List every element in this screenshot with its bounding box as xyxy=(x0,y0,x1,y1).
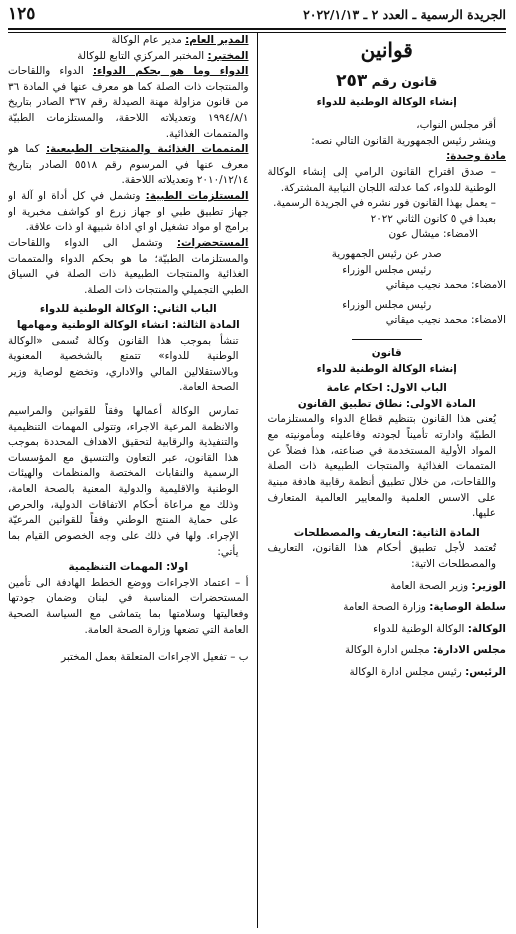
definition-item xyxy=(267,643,506,659)
definition-term: الدواء وما هو بحكم الدواء: xyxy=(92,65,249,78)
definition-text: رئيس مجلس ادارة الوكالة xyxy=(349,666,462,678)
article-2-heading: المادة الثانية: التعاريف والمصطلحات xyxy=(293,526,480,539)
page-header xyxy=(8,4,506,26)
gazette-title: الجريدة الرسمية ـ العدد ٢ ـ ٢٠٢٢/١/١٣ xyxy=(303,6,506,22)
definition-term: سلطة الوصاية: xyxy=(429,601,506,614)
prime-minister-title-2: رئيس مجلس الوزراء xyxy=(342,298,432,311)
signature-pm xyxy=(267,278,506,294)
definition-term: الوزير: xyxy=(471,579,506,592)
definition-text: الدواء واللقاحات والمنتجات ذات الصلة كما هو معرف عنها في المادة ٣٦ من قانون مزاولة مهنة الصيدلة رقم ٣٦٧ الصادر بتاريخ ١٩٩٤/٨/١ وتعديلاته اللاحقة، والمستلزمات الطبيّة والمتممات الغذائية. xyxy=(8,65,249,140)
signature-name: ميشال عون xyxy=(388,228,440,241)
prime-minister-title: رئيس مجلس الوزراء xyxy=(342,263,432,276)
chapter-1-heading: الباب الاول: احكام عامة xyxy=(326,382,447,395)
regulatory-tasks-heading: اولا: المهمات التنظيمية xyxy=(68,561,189,574)
article-2-text: تُعتمد لأجل تطبيق أحكام هذا القانون، التعاريف والمصطلحات الاتية: xyxy=(267,542,496,570)
law-subject: إنشاء الوكالة الوطنية للدواء xyxy=(316,95,457,108)
signature-label: الامضاء: xyxy=(471,314,506,327)
signature-name: محمد نجيب ميقاتي xyxy=(385,314,468,327)
single-article-item-1: – صدق اقتراح القانون الرامي إلى إنشاء الوكالة الوطنية للدواء، كما عدلته اللجان النيابية المشتركة. xyxy=(267,165,496,194)
issued-by: صدر عن رئيس الجمهورية xyxy=(331,247,442,260)
issue-date: بعبدا في ٥ كانون الثاني ٢٠٢٢ xyxy=(370,212,496,225)
single-article-heading: مادة وحيدة: xyxy=(446,150,506,163)
article-1-text: يُعنى هذا القانون بتنظيم قطاع الدواء والمستلزمات الطبيّة وادارته تأميناً لجودته وفاعليته ومأمونيته مع المواد الأولية المستخدمة في صناعته، هذا فضلاً عن المتممات الغذائية والمنتجات الطبيعية ذات الصلة واللقاحات، من خلال تطبيق أنظمة رقابية هادفة مبنية على الاسس العلمية والمعايير العالمية المتعارف عليها. xyxy=(267,413,496,520)
definition-term: المستحضرات: xyxy=(176,236,249,249)
article-3-text: تنشأ بموجب هذا القانون وكالة تُسمى «الوكالة الوطنية للدواء» تتمتع بالشخصية المعنوية وبالاستقلالين المالي والاداري، وتخضع لوصاية وزير الصحة العامة. xyxy=(8,334,239,394)
definition-text: وتشمل الى الدواء واللقاحات والمستلزمات الطبيّة؛ ما هو بحكم الدواء والمتممات الغذائية والمنتجات الطبيعية ذات الصلة في السياق الطبي التجميلي والمنتجات ذات الصلة. xyxy=(8,236,249,296)
president-publishes: وينشر رئيس الجمهورية القانون التالي نصه: xyxy=(311,134,496,147)
definition-term: المستلزمات الطبية: xyxy=(145,190,249,203)
definitions-list xyxy=(267,579,506,681)
definition-medical-devices xyxy=(8,189,249,236)
definition-text: كما هو معرف عنها في المرسوم رقم ٥٥١٨ الصادر بتاريخ ٢٠١٠/١٢/١٤ وتعديلاته اللاحقة. xyxy=(8,143,249,187)
columns xyxy=(8,33,506,928)
signature-label: الامضاء: xyxy=(471,279,506,292)
definition-term: المختبر: xyxy=(207,49,249,62)
definition-item xyxy=(267,622,506,638)
law-number-value: ٢٥٣ xyxy=(336,71,368,91)
definition-laboratory xyxy=(8,49,249,65)
law-number xyxy=(267,69,506,95)
definition-drug xyxy=(8,64,249,142)
definition-text: مجلس ادارة الوكالة xyxy=(345,644,430,657)
definition-text: مدير عام الوكالة xyxy=(111,34,182,46)
column-separator xyxy=(257,33,258,928)
right-column xyxy=(261,33,506,928)
definition-supplements xyxy=(8,142,249,189)
definition-text: وزارة الصحة العامة xyxy=(343,601,426,614)
definition-item xyxy=(267,665,506,681)
definition-term: الرئيس: xyxy=(465,666,506,678)
signature-president xyxy=(267,227,506,243)
task-b: ب – تفعيل الاجراءات المتعلقة بعمل المختبر xyxy=(61,651,249,664)
chapter-2-heading: الباب الثاني: الوكالة الوطنية للدواء xyxy=(39,303,217,316)
parliament-approval: أقر مجلس النواب، xyxy=(416,119,496,132)
definition-item xyxy=(267,600,506,616)
definition-text: المختبر المركزي التابع للوكالة xyxy=(77,49,205,62)
signature-pm-2 xyxy=(267,313,506,329)
law-heading: قانون xyxy=(371,347,402,360)
article-1-heading: المادة الاولى: نطاق تطبيق القانون xyxy=(297,397,476,410)
definition-item xyxy=(267,579,506,595)
definition-term: مجلس الادارة: xyxy=(433,644,506,657)
definition-text: وتشمل في كل أداة او آلة او جهاز تطبيق طبي او جهاز زرع او كواشف مخبرية او برامج او مواد تشغيل او اي اداة شبيهة او ذات علاقة. xyxy=(8,190,249,234)
left-column xyxy=(8,33,253,928)
signature-name: محمد نجيب ميقاتي xyxy=(385,279,468,292)
signature-label: الامضاء: xyxy=(443,228,478,241)
laws-title: قوانين xyxy=(360,38,413,62)
law-heading-subject: إنشاء الوكالة الوطنية للدواء xyxy=(316,362,457,375)
definition-preparations xyxy=(8,236,249,298)
definition-term: المتممات الغذائية والمنتجات الطبيعية: xyxy=(45,143,249,156)
definition-general-manager xyxy=(8,33,249,49)
page-number: ١٢٥ xyxy=(8,4,36,25)
definition-text: الوكالة الوطنية للدواء xyxy=(373,622,465,635)
single-article-item-2: – يعمل بهذا القانون فور نشره في الجريدة الرسمية. xyxy=(273,197,496,210)
article-3-heading: المادة الثالثة: انشاء الوكالة الوطنية ومهامها xyxy=(16,318,240,331)
article-3-text-2: تمارس الوكالة أعمالها وفقاً للقوانين والمراسيم والانظمة المرعية الاجراء، وتتولى المهمات التنظيمية والتنفيذية والرقابية لتحقيق الاهداف المحددة بموجب هذا القانون، عبر التعاون والتنسيق مع المؤسسات الرسمية والنقابات المختصة والمنظمات والهيئات الوطنية والاقليمية والدولية المعنية بالصحة العامة، وذلك مع مراعاة أحكام الاتفاقات الدولية، والحرص على حماية المنتج الوطني وفقاً للقوانين المرعيّة الإجراء. ولها في ذلك على وجه الخصوص القيام بما يأتي: xyxy=(8,405,239,558)
definition-term: الوكالة: xyxy=(467,622,506,635)
law-number-label: قانون رقم xyxy=(371,74,438,89)
definition-text: وزير الصحة العامة xyxy=(390,579,469,592)
task-a: أ – اعتماد الاجراءات ووضع الخطط الهادفة الى تأمين المستحضرات المناسبة في لبنان وضمان جودتها وفعاليتها وسلامتها بما يتماشى مع السياسة الصحية العامة التي تضعها وزارة الصحة العامة. xyxy=(8,576,249,636)
definition-term: المدير العام: xyxy=(185,34,249,46)
section-divider xyxy=(352,339,422,340)
